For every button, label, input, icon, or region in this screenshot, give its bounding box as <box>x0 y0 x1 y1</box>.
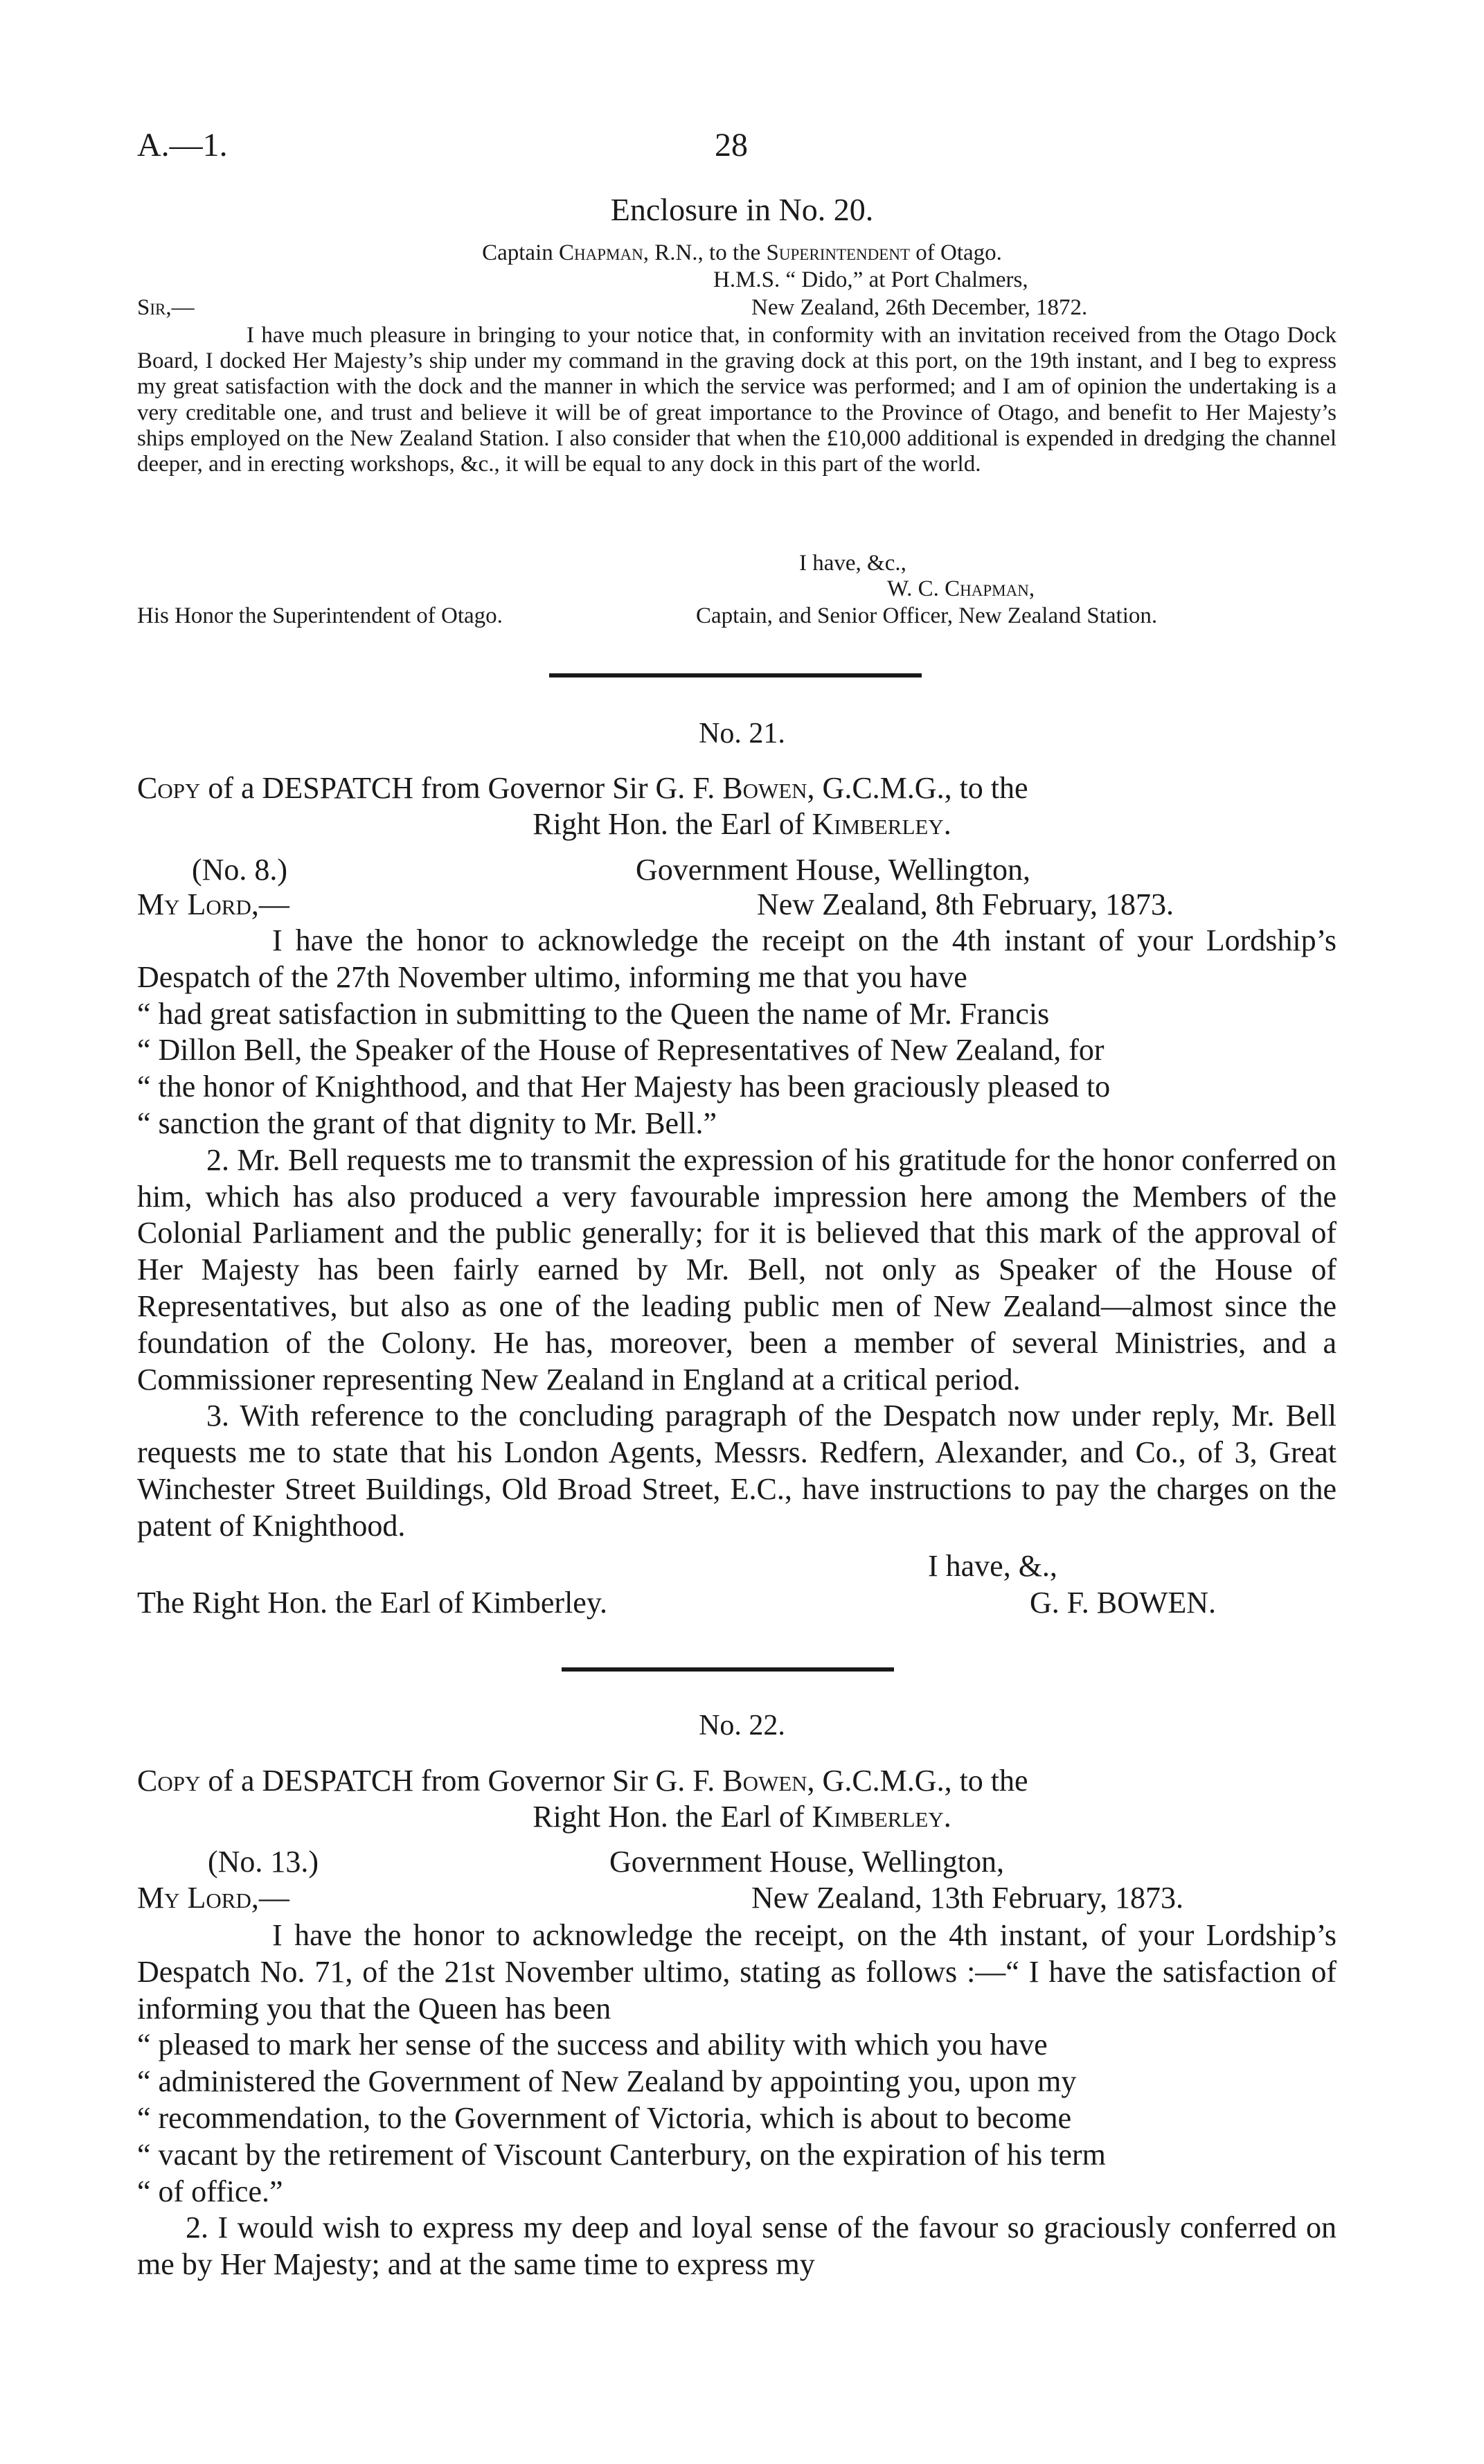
enclosure-address-line2: New Zealand, 26th December, 1872. <box>751 295 1088 320</box>
despatch-22-address-line1: Government House, Wellington, <box>609 1845 1005 1879</box>
despatch-22-number: No. 22. <box>699 1710 785 1741</box>
enclosure-address-line1: H.M.S. “ Dido,” at Port Chalmers, <box>713 267 1028 292</box>
despatch-22-heading-line2: Right Hon. the Earl of Kimberley. <box>533 1800 951 1834</box>
despatch-21-paragraph-1: I have the honor to acknowledge the receipt on the 4th instant of your Lordship’s Despatch of the 27th November ultimo, informing me that you have <box>137 923 1337 994</box>
quoted-line: “ pleased to mark her sense of the success and ability with which you have <box>137 2028 1048 2062</box>
despatch-21-body <box>137 923 1337 1545</box>
despatch-21-reference: (No. 8.) <box>192 853 288 887</box>
despatch-21-heading-line1: Copy of a DESPATCH from Governor Sir G. F. Bowen, G.C.M.G., to the <box>137 771 1028 805</box>
despatch-21-paragraph-3: 3. With reference to the concluding paragraph of the Despatch now under reply, Mr. Bell requests me to state that his London Agents, Messrs. Redfern, Alexander, and Co., of 3, Great Winchester Street Buildings, Old Broad Street, E.C., have instructions to pay the charges on the patent of Knighthood. <box>137 1399 1337 1543</box>
despatch-21-paragraph-2: 2. Mr. Bell requests me to transmit the expression of his gratitude for the honor conferred on him, which has also produced a very favourable impression here among the Members of the Colonial Parliament and the public generally; for it is believed that this mark of the approval of Her Majesty has been fairly earned by Mr. Bell, not only as Speaker of the House of Representatives, but also as one of the leading public men of New Zealand—almost since the foundation of the Colony. He has, moreover, been a member of several Ministries, and a Commissioner representing New Zealand in England at a critical period. <box>137 1142 1337 1397</box>
despatch-22-salutation: My Lord,— <box>137 1881 289 1915</box>
quoted-line: “ of office.” <box>137 2174 283 2208</box>
section-divider <box>549 673 922 677</box>
enclosure-recipient: His Honor the Superintendent of Otago. <box>137 603 503 628</box>
despatch-21-signature: G. F. BOWEN. <box>1030 1586 1217 1620</box>
document-reference: A.—1. <box>137 127 228 163</box>
enclosure-title: Enclosure in No. 20. <box>610 192 874 227</box>
quoted-line: “ administered the Government of New Zealand by appointing you, upon my <box>137 2064 1077 2099</box>
despatch-22-paragraph-1: I have the honor to acknowledge the receipt, on the 4th instant, of your Lordship’s Despatch No. 71, of the 21st November ultimo, stating as follows :—“ I have the satisfaction of informing you that the Queen has been <box>137 1918 1337 2026</box>
despatch-21-recipient: The Right Hon. the Earl of Kimberley. <box>137 1586 607 1620</box>
despatch-21-number: No. 21. <box>699 718 785 750</box>
quoted-line: “ had great satisfaction in submitting to the Queen the name of Mr. Francis <box>137 996 1050 1031</box>
quoted-line: “ the honor of Knighthood, and that Her Majesty has been graciously pleased to <box>137 1070 1111 1104</box>
quoted-line: “ vacant by the retirement of Viscount Canterbury, on the expiration of his term <box>137 2137 1106 2172</box>
despatch-22-paragraph-2: 2. I would wish to express my deep and loyal sense of the favour so graciously conferred on me by Her Majesty; and at the same time to express my <box>137 2210 1337 2282</box>
quoted-line: “ sanction the grant of that dignity to Mr. Bell.” <box>137 1106 717 1140</box>
quoted-line: “ recommendation, to the Government of Victoria, which is about to become <box>137 2100 1072 2135</box>
despatch-21-address-line1: Government House, Wellington, <box>636 853 1031 887</box>
despatch-22-address-line2: New Zealand, 13th February, 1873. <box>751 1881 1183 1915</box>
page-number: 28 <box>715 127 748 163</box>
enclosure-signature: W. C. Chapman, <box>887 576 1035 601</box>
enclosure-closing: I have, &c., <box>799 551 906 576</box>
enclosure-body: I have much pleasure in bringing to your notice that, in conformity with an invitation received from the Otago Dock Board, I docked Her Majesty’s ship under my command in the graving dock at this port, on the 19th instant, and I beg to express my great satisfaction with the dock and the manner in which the service was performed; and I am of opinion the undertaking is a very creditable one, and trust and believe it will be of great importance to the Province of Otago, and benefit to Her Majesty’s ships employed on the New Zealand Station. I also consider that when the £10,000 additional is expended in dredging the channel deeper, and in erecting workshops, &c., it will be equal to any dock in this part of the world. <box>137 323 1337 477</box>
despatch-22-heading-line1: Copy of a DESPATCH from Governor Sir G. F. Bowen, G.C.M.G., to the <box>137 1764 1028 1798</box>
despatch-22-body <box>137 1917 1337 2283</box>
enclosure-subtitle: Captain Chapman, R.N., to the Superintendent of Otago. <box>482 240 1002 265</box>
despatch-21-closing: I have, &., <box>928 1549 1057 1583</box>
enclosure-salutation: Sir,— <box>137 295 195 320</box>
enclosure-signature-title: Captain, and Senior Officer, New Zealand Station. <box>696 603 1158 628</box>
section-divider <box>562 1667 894 1672</box>
despatch-21-heading-line2: Right Hon. the Earl of Kimberley. <box>533 807 951 841</box>
quoted-line: “ Dillon Bell, the Speaker of the House of Representatives of New Zealand, for <box>137 1033 1105 1067</box>
despatch-22-reference: (No. 13.) <box>208 1845 319 1879</box>
despatch-21-salutation: My Lord,— <box>137 887 289 921</box>
despatch-21-address-line2: New Zealand, 8th February, 1873. <box>757 887 1174 921</box>
